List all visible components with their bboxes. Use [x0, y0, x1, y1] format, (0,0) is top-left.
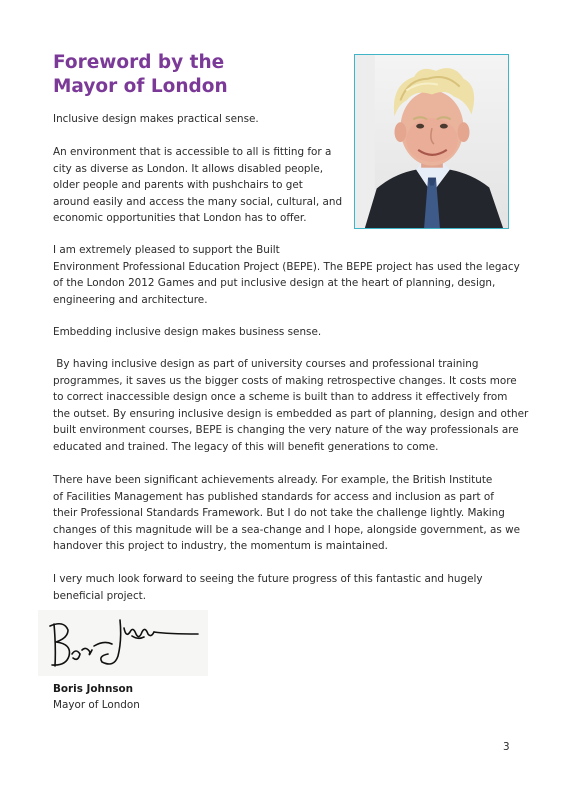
signatory-role: Mayor of London — [53, 699, 140, 711]
text-line: the outset. By ensuring inclusive design is embedded as part of planning, design and other — [53, 407, 529, 420]
paragraph-6 — [53, 472, 520, 555]
text-line: handover this project to industry, the momentum is maintained. — [53, 540, 388, 553]
page-number: 3 — [503, 741, 510, 753]
text-line: I very much look forward to seeing the future progress of this fantastic and hugely — [53, 573, 483, 585]
page-title-line-1: Foreword by the — [53, 52, 225, 73]
text-line: Inclusive design makes practical sense. — [53, 113, 259, 125]
text-line: I am extremely pleased to support the Built — [53, 244, 280, 256]
paragraph-4 — [53, 324, 321, 341]
text-line: By having inclusive design as part of university courses and professional training — [53, 358, 479, 370]
paragraph-7 — [53, 571, 483, 604]
text-line: city as diverse as London. It allows disabled people, — [53, 162, 324, 175]
paragraph-5 — [53, 356, 528, 456]
text-line: economic opportunities that London has to offer. — [53, 212, 307, 225]
text-line: of the London 2012 Games and put inclusive design at the heart of planning, design, — [53, 277, 496, 290]
text-line: engineering and architecture. — [53, 293, 208, 306]
text-line: programmes, it saves us the bigger costs of making retrospective changes. It costs more — [53, 374, 517, 387]
paragraph-1 — [53, 111, 259, 128]
text-line: built environment courses, BEPE is changing the very nature of the way professionals are — [53, 424, 519, 437]
page-title-line-2: Mayor of London — [53, 76, 228, 97]
portrait-illustration — [355, 55, 508, 228]
text-line: educated and trained. The legacy of this will benefit generations to come. — [53, 440, 439, 453]
page-title — [53, 51, 343, 99]
text-line: to correct inaccessible design once a scheme is built than to address it effectively from — [53, 391, 508, 404]
text-line: older people and parents with pushchairs to get — [53, 179, 303, 192]
text-line: their Professional Standards Framework. But I do not take the challenge lightly. Making — [53, 507, 505, 520]
text-line: Environment Professional Education Project (BEPE). The BEPE project has used the legacy — [53, 260, 520, 273]
text-line: changes of this magnitude will be a sea-change and I hope, alongside government, as we — [53, 523, 520, 536]
text-line: An environment that is accessible to all is fitting for a — [53, 146, 332, 158]
text-line: around easily and access the many social, cultural, and — [53, 195, 343, 208]
handwritten-signature — [38, 610, 208, 676]
signature-icon — [38, 610, 208, 676]
text-line: Embedding inclusive design makes business sense. — [53, 326, 322, 338]
paragraph-2 — [53, 144, 342, 227]
text-line: of Facilities Management has published standards for access and inclusion as part of — [53, 490, 494, 503]
mayor-portrait-photo — [354, 54, 509, 229]
paragraph-3 — [53, 242, 520, 308]
text-line: beneficial project. — [53, 589, 147, 602]
text-line: There have been significant achievements already. For example, the British Institute — [53, 474, 493, 486]
signatory-name: Boris Johnson — [53, 683, 134, 695]
